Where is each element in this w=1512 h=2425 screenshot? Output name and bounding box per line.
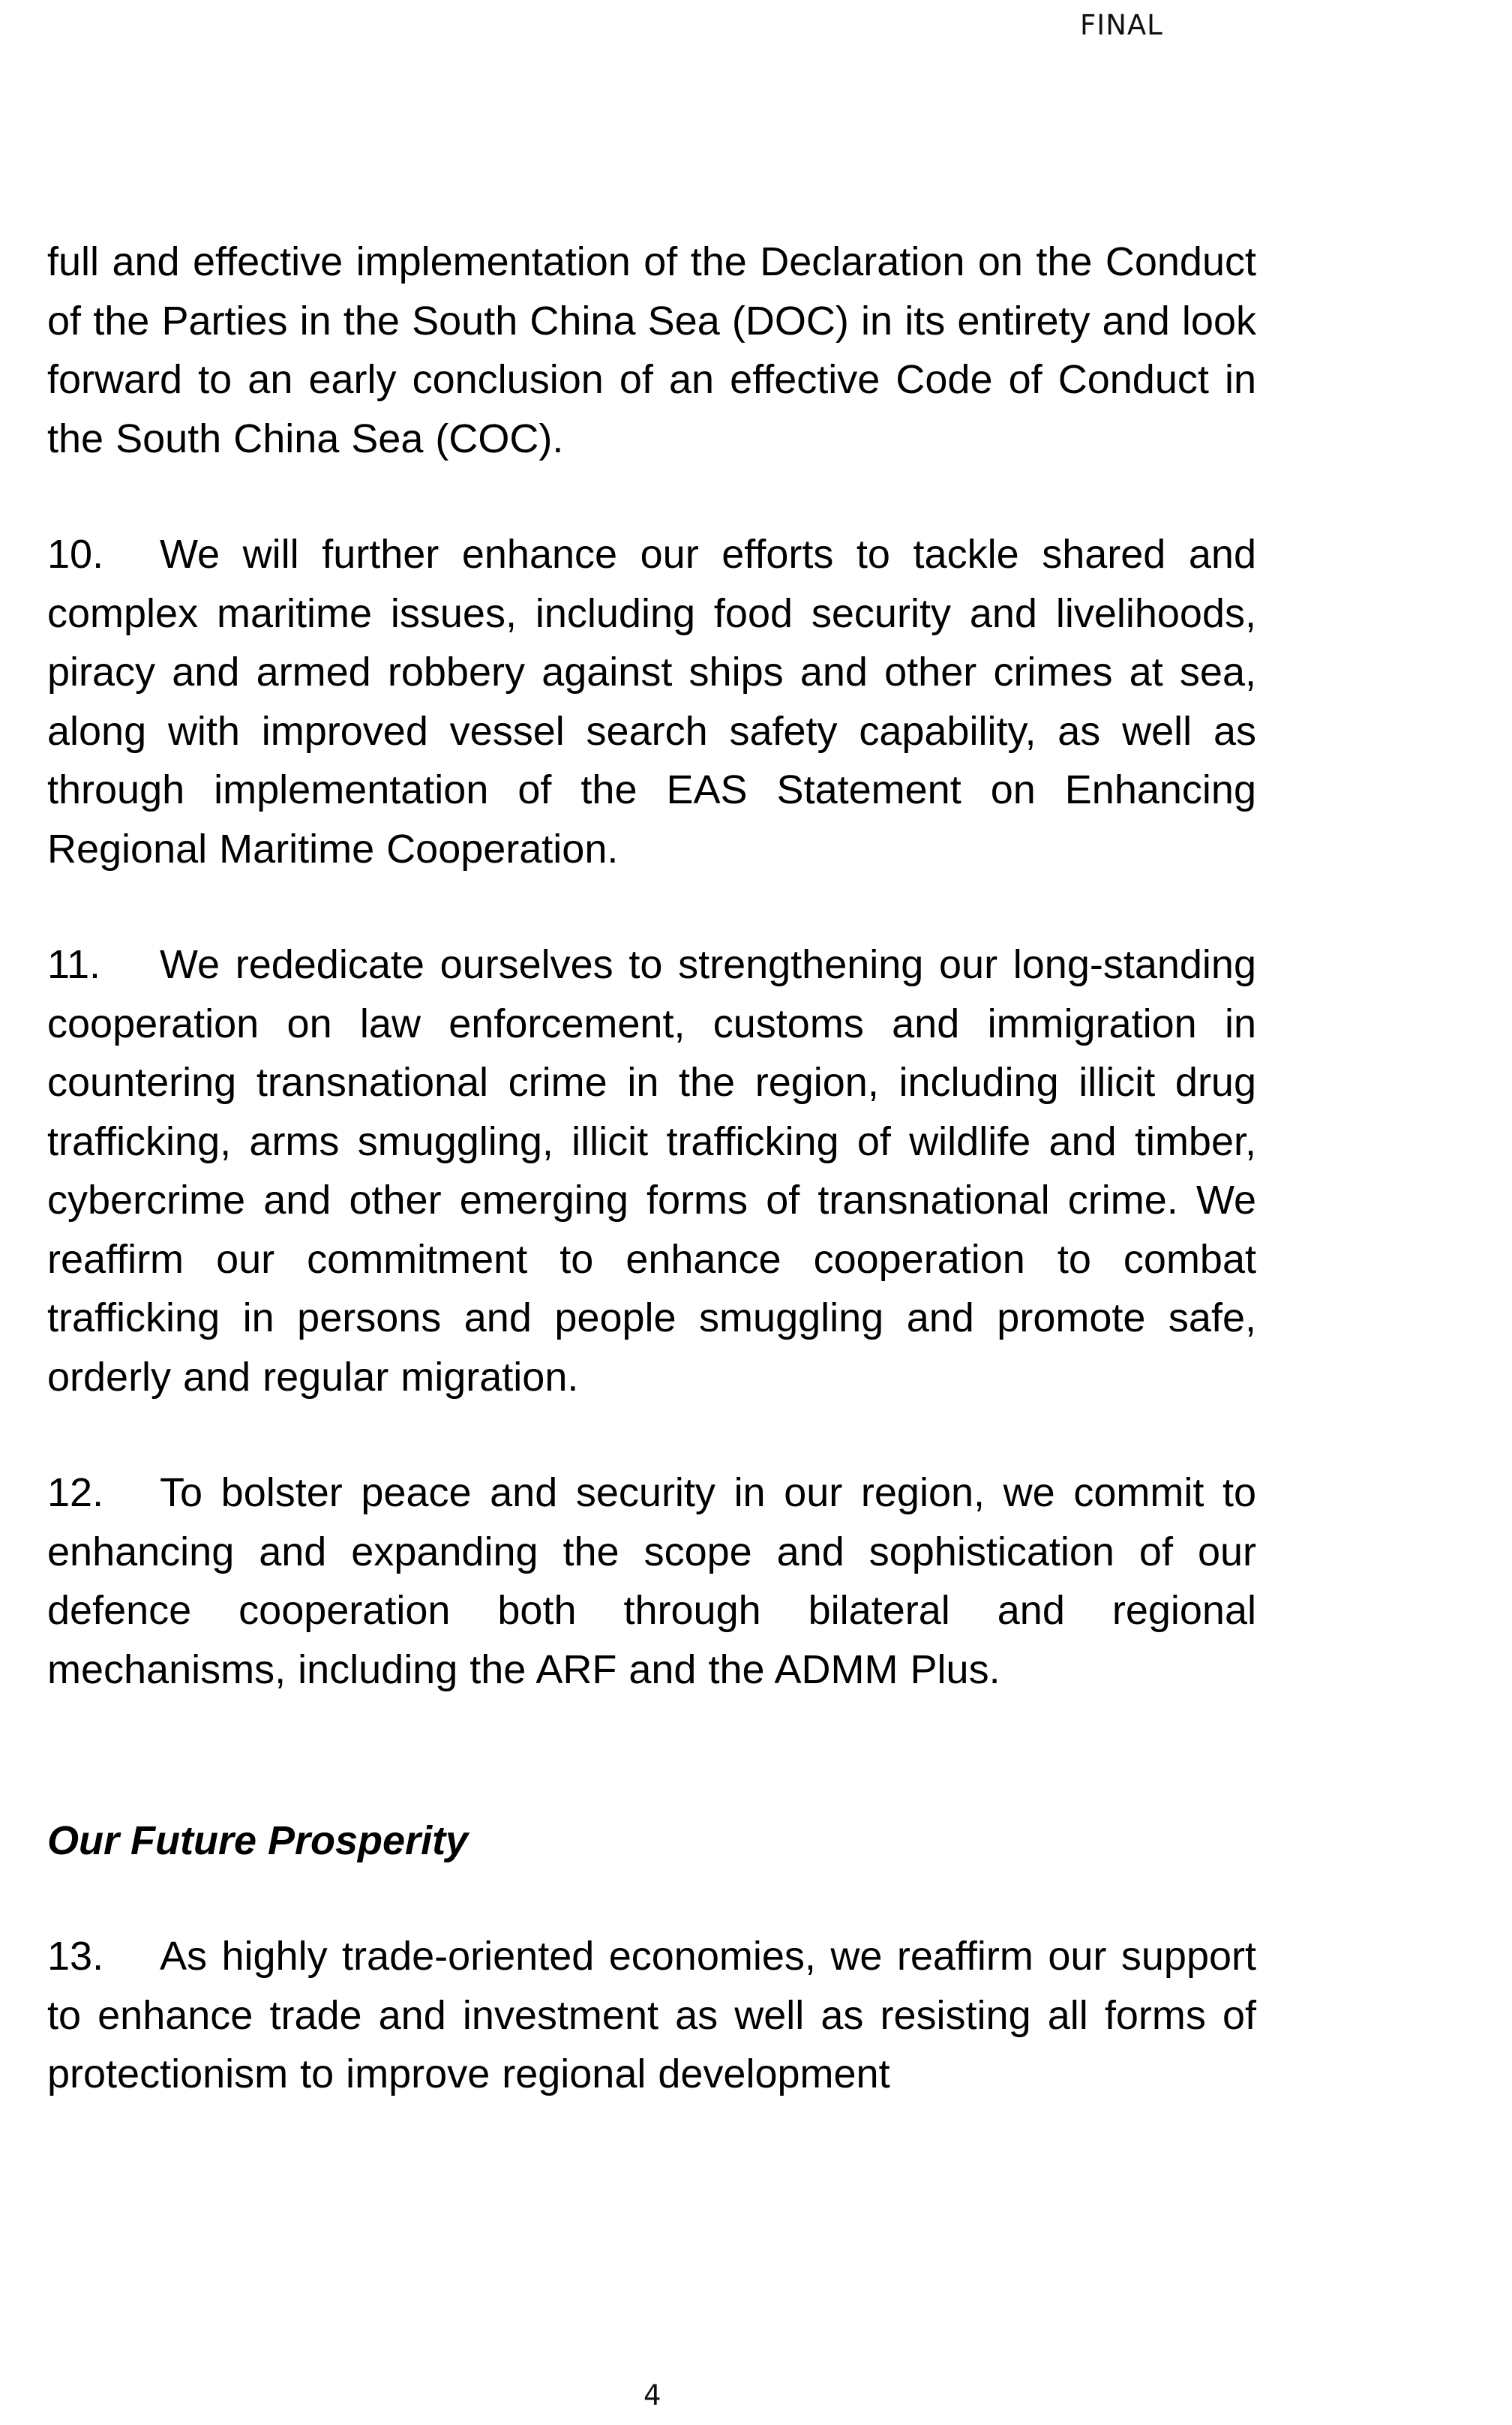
paragraph-12 [47,1463,1256,1699]
paragraph-text: As highly trade-oriented economies, we reaffirm our support to enhance trade and investment as well as resisting all forms of protectionism to improve regional development [47,1934,1256,2096]
paragraph-continuation [47,233,1256,468]
paragraph-13 [47,1927,1256,2104]
paragraph-number: 13. [47,1934,104,1979]
document-status-header: FINAL [1080,9,1163,41]
paragraph-number: 10. [47,532,104,577]
paragraph-10 [47,525,1256,878]
section-heading: Our Future Prosperity [47,1818,469,1863]
paragraph-text: To bolster peace and security in our region, we commit to enhancing and expanding the scope and sophistication of our defence cooperation both through bilateral and regional mechanisms, including the ARF and the ADMM Plus. [47,1470,1256,1692]
paragraph-text: We rededicate ourselves to strengthening our long-standing cooperation on law enforcement, customs and immigration in countering transnational crime in the region, including illicit drug trafficking, arms smuggling, illicit trafficking of wildlife and timber, cybercrime and other emerging forms of transnational crime. We reaffirm our commitment to enhance cooperation to combat trafficking in persons and people smuggling and promote safe, orderly and regular migration. [47,942,1256,1400]
paragraph-text: We will further enhance our efforts to tackle shared and complex maritime issues, including food security and livelihoods, piracy and armed robbery against ships and other crimes at sea, along with improved vessel search safety capability, as well as through implementation of the EAS Statement on Enhancing Regional Maritime Cooperation. [47,532,1256,872]
paragraph-number: 12. [47,1470,104,1515]
document-body [47,233,1256,2161]
paragraph-text: full and effective implementation of the Declaration on the Conduct of the Parties in the South China Sea (DOC) in its entirety and look forward to an early conclusion of an effective Code of Conduct in the South China Sea (COC). [47,239,1256,461]
paragraph-11 [47,935,1256,1406]
page-number: 4 [644,2379,662,2411]
paragraph-number: 11. [47,942,101,987]
